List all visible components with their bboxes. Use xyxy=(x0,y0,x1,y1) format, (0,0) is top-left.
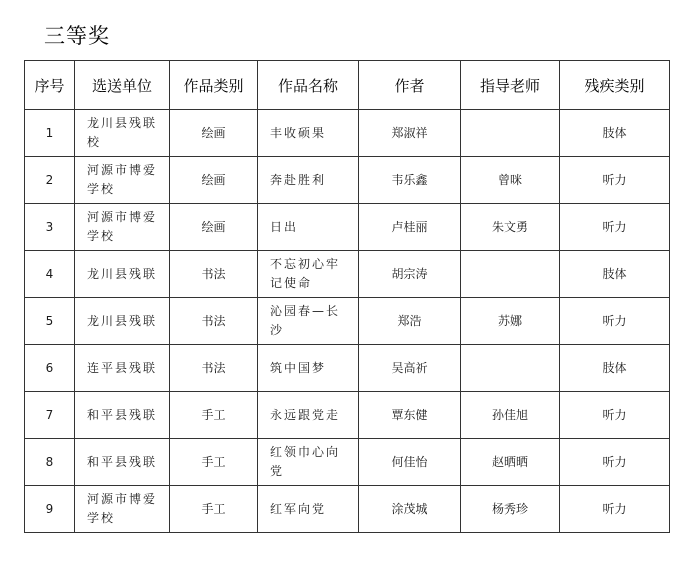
cell-disability xyxy=(560,298,670,345)
cell-author xyxy=(359,204,461,251)
cell-disability-text: 听力 xyxy=(602,313,627,328)
cell-author-text: 何佳怡 xyxy=(391,454,428,469)
cell-unit-text: 和平县残联 xyxy=(87,407,158,422)
cell-teacher-text: 苏娜 xyxy=(497,313,522,328)
cell-disability-text: 肢体 xyxy=(602,266,627,281)
cell-title-text: 丰收硕果 xyxy=(270,125,327,140)
header-teacher: 指导老师 xyxy=(461,61,560,110)
header-title: 作品名称 xyxy=(258,61,359,110)
cell-category xyxy=(170,392,258,439)
cell-unit xyxy=(75,110,170,157)
table-row xyxy=(25,157,670,204)
cell-index-text: 2 xyxy=(45,172,54,187)
cell-unit-text: 河源市博爱学校 xyxy=(87,492,158,525)
cell-author-text: 郑浩 xyxy=(397,313,422,328)
header-disability: 残疾类别 xyxy=(560,61,670,110)
cell-index xyxy=(25,157,75,204)
cell-index-text: 6 xyxy=(45,360,54,375)
cell-author-text: 郑淑祥 xyxy=(391,125,428,140)
cell-teacher xyxy=(461,204,560,251)
cell-author-text: 覃东健 xyxy=(391,407,428,422)
cell-teacher-text: 曾咪 xyxy=(497,172,522,187)
cell-teacher xyxy=(461,298,560,345)
header-row xyxy=(25,61,670,110)
cell-title xyxy=(258,110,359,157)
cell-author xyxy=(359,345,461,392)
cell-title xyxy=(258,298,359,345)
cell-category-text: 书法 xyxy=(201,360,226,375)
cell-title-text: 日出 xyxy=(270,219,299,234)
cell-teacher xyxy=(461,157,560,204)
header-index: 序号 xyxy=(25,61,75,110)
header-unit: 选送单位 xyxy=(75,61,170,110)
cell-unit-text: 龙川县残联 xyxy=(87,266,158,281)
cell-disability xyxy=(560,345,670,392)
cell-category xyxy=(170,439,258,486)
cell-author-text: 胡宗涛 xyxy=(391,266,428,281)
awards-table xyxy=(24,60,670,533)
cell-index xyxy=(25,486,75,533)
cell-category-text: 手工 xyxy=(201,407,226,422)
table-body xyxy=(25,110,670,533)
table-row xyxy=(25,392,670,439)
cell-category-text: 手工 xyxy=(201,454,226,469)
cell-disability xyxy=(560,392,670,439)
cell-disability xyxy=(560,439,670,486)
cell-disability-text: 听力 xyxy=(602,172,627,187)
cell-unit xyxy=(75,157,170,204)
cell-category xyxy=(170,110,258,157)
cell-index xyxy=(25,439,75,486)
table-row xyxy=(25,110,670,157)
cell-disability-text: 肢体 xyxy=(602,360,627,375)
cell-index-text: 4 xyxy=(45,266,54,281)
cell-title-text: 不忘初心牢记使命 xyxy=(270,257,341,290)
cell-unit-text: 河源市博爱学校 xyxy=(87,210,158,243)
cell-index-text: 9 xyxy=(45,501,54,516)
cell-category-text: 手工 xyxy=(201,501,226,516)
cell-index xyxy=(25,251,75,298)
cell-unit xyxy=(75,251,170,298)
cell-index-text: 1 xyxy=(45,125,54,140)
cell-unit-text: 和平县残联 xyxy=(87,454,158,469)
cell-disability-text: 肢体 xyxy=(602,125,627,140)
cell-title xyxy=(258,486,359,533)
cell-teacher xyxy=(461,110,560,157)
cell-teacher-text: 杨秀珍 xyxy=(491,501,528,516)
cell-index-text: 3 xyxy=(45,219,54,234)
cell-teacher xyxy=(461,392,560,439)
cell-disability-text: 听力 xyxy=(602,219,627,234)
table-row xyxy=(25,486,670,533)
cell-category-text: 书法 xyxy=(201,313,226,328)
cell-teacher xyxy=(461,486,560,533)
table-row xyxy=(25,345,670,392)
cell-author xyxy=(359,439,461,486)
cell-title xyxy=(258,157,359,204)
table-header xyxy=(25,61,670,110)
table-row xyxy=(25,439,670,486)
cell-category xyxy=(170,251,258,298)
cell-teacher-text: 赵晒晒 xyxy=(491,454,528,469)
cell-unit xyxy=(75,345,170,392)
cell-unit xyxy=(75,392,170,439)
table-row xyxy=(25,204,670,251)
cell-author-text: 吴高祈 xyxy=(391,360,428,375)
cell-category-text: 绘画 xyxy=(201,172,226,187)
cell-unit xyxy=(75,486,170,533)
cell-title-text: 永远跟党走 xyxy=(270,407,341,422)
cell-title xyxy=(258,392,359,439)
cell-index xyxy=(25,392,75,439)
header-category: 作品类别 xyxy=(170,61,258,110)
cell-teacher-text: 孙佳旭 xyxy=(491,407,528,422)
cell-author xyxy=(359,251,461,298)
cell-index xyxy=(25,110,75,157)
cell-author-text: 卢桂丽 xyxy=(391,219,428,234)
table-row xyxy=(25,298,670,345)
cell-teacher xyxy=(461,345,560,392)
cell-teacher xyxy=(461,439,560,486)
cell-title-text: 沁园春—长沙 xyxy=(270,304,341,337)
cell-category-text: 绘画 xyxy=(201,125,226,140)
cell-teacher-text: 朱文勇 xyxy=(491,219,528,234)
cell-author xyxy=(359,486,461,533)
cell-title xyxy=(258,439,359,486)
cell-author-text: 涂茂城 xyxy=(391,501,428,516)
cell-unit xyxy=(75,439,170,486)
cell-author-text: 韦乐鑫 xyxy=(391,172,428,187)
cell-title xyxy=(258,345,359,392)
cell-author xyxy=(359,110,461,157)
cell-unit xyxy=(75,204,170,251)
cell-category xyxy=(170,204,258,251)
cell-title xyxy=(258,204,359,251)
cell-category-text: 书法 xyxy=(201,266,226,281)
header-author: 作者 xyxy=(359,61,461,110)
cell-title-text: 筑中国梦 xyxy=(270,360,327,375)
cell-disability xyxy=(560,110,670,157)
cell-disability xyxy=(560,157,670,204)
cell-index xyxy=(25,204,75,251)
cell-title xyxy=(258,251,359,298)
cell-unit-text: 连平县残联 xyxy=(87,360,158,375)
cell-index xyxy=(25,298,75,345)
cell-author xyxy=(359,298,461,345)
cell-category-text: 绘画 xyxy=(201,219,226,234)
cell-teacher xyxy=(461,251,560,298)
cell-index-text: 7 xyxy=(45,407,54,422)
cell-unit-text: 河源市博爱学校 xyxy=(87,163,158,196)
cell-author xyxy=(359,392,461,439)
cell-disability-text: 听力 xyxy=(602,407,627,422)
cell-category xyxy=(170,157,258,204)
cell-index xyxy=(25,345,75,392)
cell-category xyxy=(170,298,258,345)
cell-index-text: 8 xyxy=(45,454,54,469)
cell-title-text: 红军向党 xyxy=(270,501,327,516)
cell-index-text: 5 xyxy=(45,313,54,328)
cell-disability-text: 听力 xyxy=(602,454,627,469)
cell-category xyxy=(170,486,258,533)
table-row xyxy=(25,251,670,298)
cell-unit-text: 龙川县残联 xyxy=(87,313,158,328)
cell-category xyxy=(170,345,258,392)
cell-unit-text: 龙川县残联校 xyxy=(87,116,158,149)
cell-title-text: 红领巾心向党 xyxy=(270,445,341,478)
cell-title-text: 奔赴胜利 xyxy=(270,172,327,187)
cell-disability xyxy=(560,486,670,533)
cell-disability xyxy=(560,251,670,298)
cell-disability-text: 听力 xyxy=(602,501,627,516)
cell-author xyxy=(359,157,461,204)
cell-disability xyxy=(560,204,670,251)
cell-unit xyxy=(75,298,170,345)
page-title: 三等奖 xyxy=(44,24,110,48)
